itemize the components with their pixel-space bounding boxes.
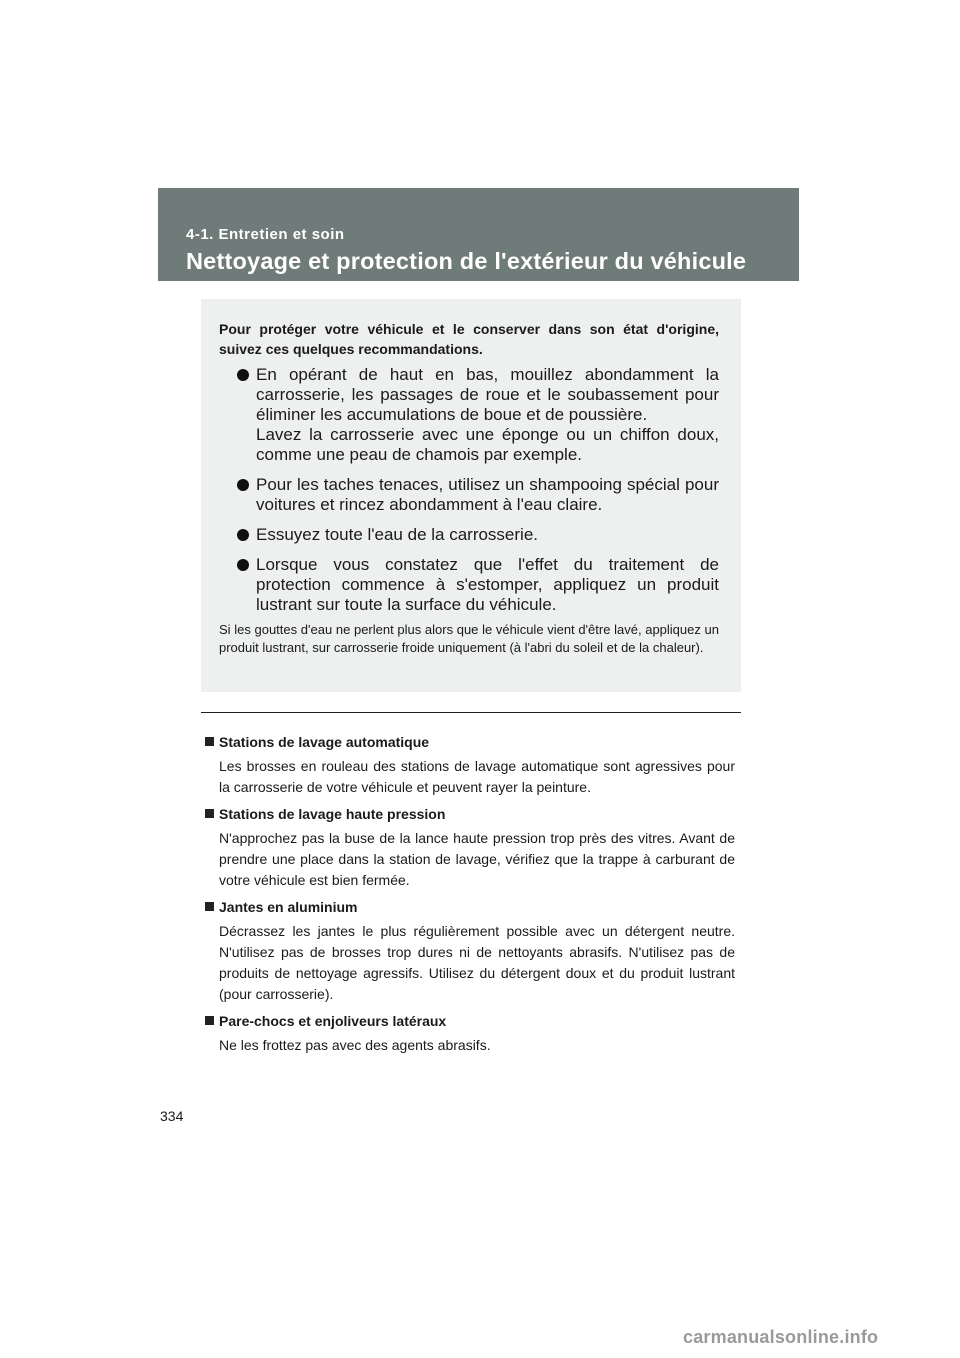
section-heading-text: Stations de lavage automatique — [219, 734, 430, 750]
note-text: Si les gouttes d'eau ne perlent plus alors que le véhicule vient d'être lavé, appliquez un produit lustrant, sur carrosserie froide uniquement (à l'abri du soleil et de la chaleur). — [219, 622, 719, 655]
bullet-icon — [237, 559, 249, 571]
bullet-icon — [237, 529, 249, 541]
section-body: N'approchez pas la buse de la lance haute pression trop près des vitres. Avant de prendre une place dans la station de lavage, vérifiez que la trappe à carburant de votre véhicule est bien fermée. — [219, 830, 735, 888]
list-item — [219, 365, 719, 465]
section-aluminium-wheels — [205, 897, 735, 1005]
square-bullet-icon — [205, 1016, 214, 1025]
square-bullet-icon — [205, 809, 214, 818]
section-heading — [205, 804, 735, 824]
section-bumpers — [205, 1011, 735, 1056]
bullet-text: En opérant de haut en bas, mouillez abondamment la carrosserie, les passages de roue et le soubassement pour éliminer les accumulations de boue et de poussière. — [256, 365, 719, 424]
bullet-text: Lorsque vous constatez que l'effet du traitement de protection commence à s'estomper, appliquez un produit lustrant sur toute la surface du véhicule. — [256, 555, 719, 614]
list-item — [219, 525, 719, 545]
bullet-text: Lavez la carrosserie avec une éponge ou un chiffon doux, comme une peau de chamois par exemple. — [256, 425, 719, 464]
list-item — [219, 475, 719, 515]
chapter-header — [158, 188, 799, 281]
section-body: Les brosses en rouleau des stations de lavage automatique sont agressives pour la carrosserie de votre véhicule et peuvent rayer la peinture. — [219, 758, 735, 795]
page-number: 334 — [160, 1108, 184, 1124]
intro-box — [201, 299, 741, 692]
intro-text: Pour protéger votre véhicule et le conserver dans son état d'origine, suivez ces quelques recommandations. — [219, 321, 719, 357]
recommendation-list — [219, 365, 719, 625]
section-heading — [205, 732, 735, 752]
square-bullet-icon — [205, 902, 214, 911]
section-heading-text: Stations de lavage haute pression — [219, 806, 446, 822]
section-heading — [205, 1011, 735, 1031]
page-title: Nettoyage et protection de l'extérieur du véhicule — [186, 248, 747, 274]
bullet-text: Essuyez toute l'eau de la carrosserie. — [256, 525, 539, 544]
square-bullet-icon — [205, 737, 214, 746]
bullet-icon — [237, 369, 249, 381]
divider — [201, 712, 741, 713]
section-high-pressure-wash — [205, 804, 735, 891]
bullet-text: Pour les taches tenaces, utilisez un shampooing spécial pour voitures et rincez abondamment à l'eau claire. — [256, 475, 719, 514]
section-body: Décrassez les jantes le plus régulièrement possible avec un détergent neutre. N'utilisez pas de brosses trop dures ni de nettoyants abrasifs. N'utilisez pas de produits de nettoyage agressifs. Utilisez du détergent doux et du produit lustrant (pour carrosserie). — [219, 923, 735, 1002]
section-heading — [205, 897, 735, 917]
section-automatic-wash — [205, 732, 735, 798]
section-heading-text: Pare-chocs et enjoliveurs latéraux — [219, 1013, 447, 1029]
section-label: 4-1. Entretien et soin — [186, 226, 345, 243]
info-sections — [205, 732, 735, 1062]
bullet-icon — [237, 479, 249, 491]
watermark: carmanualsonline.info — [683, 1327, 879, 1347]
section-body: Ne les frottez pas avec des agents abrasifs. — [219, 1037, 491, 1053]
section-heading-text: Jantes en aluminium — [219, 899, 358, 915]
list-item — [219, 555, 719, 615]
